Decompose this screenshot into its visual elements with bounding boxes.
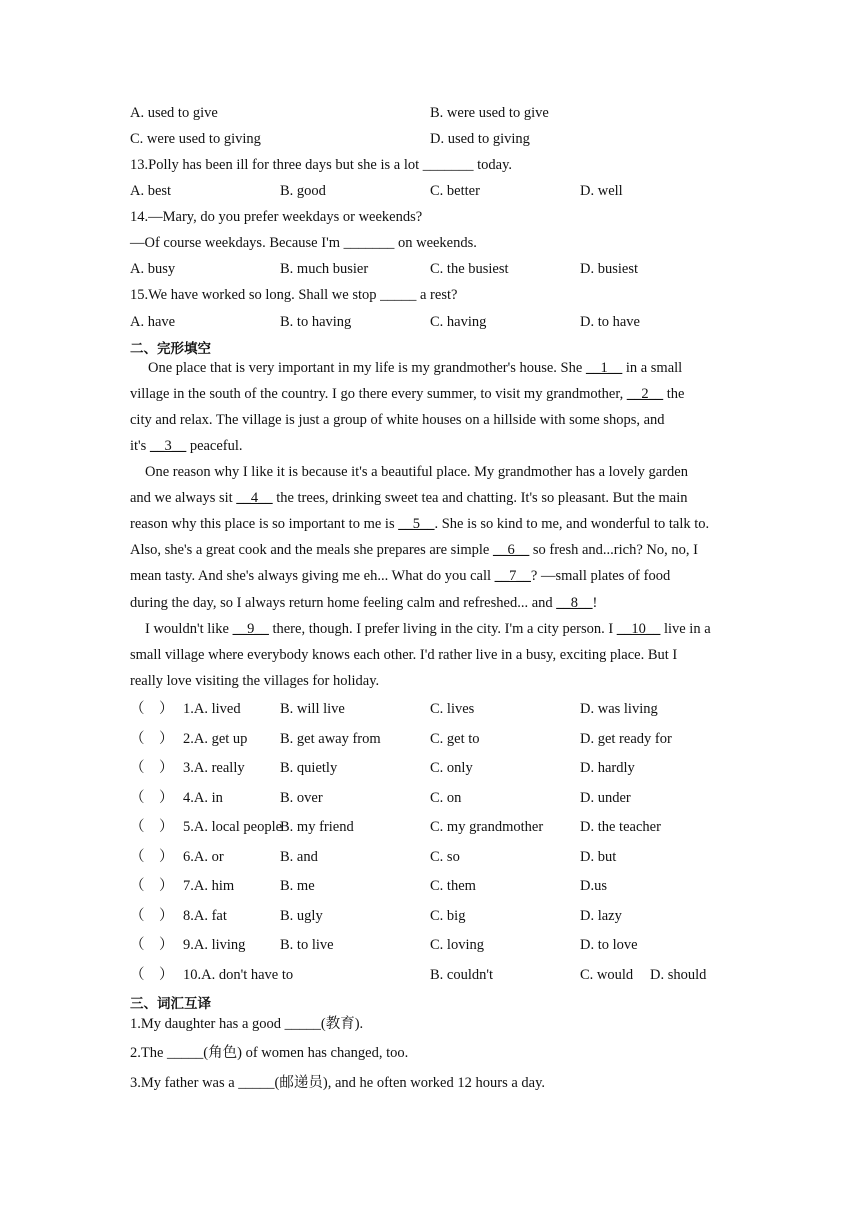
cloze-q3-option-d: D. hardly — [580, 760, 635, 776]
answer-paren[interactable]: （ ） — [130, 937, 174, 953]
cloze-q8-option-c: C. big — [430, 908, 466, 924]
q14-option-d: D. busiest — [580, 261, 638, 277]
cloze-q5-option-c: C. my grandmother — [430, 819, 544, 835]
q14-stem-reply: —Of course weekdays. Because I'm _______ on weekends. — [130, 235, 477, 251]
cloze-q4-option-a: 4.A. in — [183, 790, 223, 806]
blank-8: __8__ — [556, 595, 593, 611]
vocab-item-2: 2.The _____(角色) of women has changed, too. — [130, 1045, 409, 1061]
answer-paren[interactable]: （ ） — [130, 701, 174, 717]
q14-option-b: B. much busier — [280, 261, 369, 277]
cloze-q9-option-c: C. loving — [430, 937, 484, 953]
blank-4: __4__ — [236, 490, 273, 506]
cloze-q2-option-b: B. get away from — [280, 731, 381, 747]
q13-option-a: A. best — [130, 183, 172, 199]
cloze-q7-option-c: C. them — [430, 878, 476, 894]
q13-option-d: D. well — [580, 183, 623, 199]
q10-option-d: D. should — [650, 967, 707, 983]
passage-p2-line-5: mean tasty. And she's always giving me eh... What do you call __7__? —small plates of food — [130, 568, 671, 584]
cloze-q8-option-b: B. ugly — [280, 908, 323, 924]
q13-stem: 13.Polly has been ill for three days but she is a lot _______ today. — [130, 157, 513, 173]
q15-option-b: B. to having — [280, 314, 352, 330]
q15-option-c: C. having — [430, 314, 487, 330]
section-3-heading: 三、词汇互译 — [130, 996, 211, 1012]
section-2-heading: 二、完形填空 — [130, 341, 211, 357]
vocab-item-3: 3.My father was a _____(邮递员), and he often worked 12 hours a day. — [130, 1075, 546, 1091]
blank-2: __2__ — [626, 386, 664, 402]
cloze-q8-option-a: 8.A. fat — [183, 908, 227, 924]
cloze-q4-option-b: B. over — [280, 790, 323, 806]
passage-p2-line-2: and we always sit __4__ the trees, drinking sweet tea and chatting. It's so pleasant. But the main — [130, 490, 688, 506]
cloze-q3-option-b: B. quietly — [280, 760, 338, 776]
cloze-q6-option-c: C. so — [430, 849, 460, 865]
cloze-q8-option-d: D. lazy — [580, 908, 622, 924]
cloze-q2-option-a: 2.A. get up — [183, 731, 248, 747]
answer-paren[interactable]: （ ） — [130, 790, 174, 806]
cloze-q5-option-a: 5.A. local people — [183, 819, 283, 835]
cloze-q4-option-c: C. on — [430, 790, 462, 806]
q13-option-b: B. good — [280, 183, 326, 199]
passage-p1-line-3: city and relax. The village is just a group of white houses on a hillside with some shops, and — [130, 412, 665, 428]
q14-stem: 14.—Mary, do you prefer weekdays or weekends? — [130, 209, 423, 225]
cloze-q5-option-b: B. my friend — [280, 819, 354, 835]
cloze-q6-option-b: B. and — [280, 849, 318, 865]
blank-1: __1__ — [585, 360, 623, 376]
passage-p1-line-4: it's __3__ peaceful. — [130, 438, 243, 454]
blank-7: __7__ — [494, 568, 531, 584]
passage-p3-line-3: really love visiting the villages for holiday. — [130, 673, 380, 689]
cloze-q3-option-c: C. only — [430, 760, 473, 776]
q12-option-a: A. used to give — [130, 105, 218, 121]
answer-paren[interactable]: （ ） — [130, 760, 174, 776]
q15-stem: 15.We have worked so long. Shall we stop _____ a rest? — [130, 287, 458, 303]
answer-paren[interactable]: （ ） — [130, 819, 174, 835]
cloze-q9-option-a: 9.A. living — [183, 937, 246, 953]
passage-p1-line-2: village in the south of the country. I go there every summer, to visit my grandmother, __2__ the — [130, 386, 685, 402]
passage-p2-line-1: One reason why I like it is because it's a beautiful place. My grandmother has a lovely garden — [145, 464, 688, 480]
cloze-q3-option-a: 3.A. really — [183, 760, 245, 776]
cloze-q2-option-d: D. get ready for — [580, 731, 672, 747]
cloze-q9-option-d: D. to love — [580, 937, 638, 953]
q14-option-a: A. busy — [130, 261, 176, 277]
cloze-q1-option-a: 1.A. lived — [183, 701, 241, 717]
passage-p3-line-1: I wouldn't like __9__ there, though. I prefer living in the city. I'm a city person. I __10__ live in a — [145, 621, 711, 637]
cloze-q7-option-b: B. me — [280, 878, 315, 894]
blank-3: __3__ — [149, 438, 187, 454]
answer-paren[interactable]: （ ） — [130, 849, 174, 865]
cloze-q6-option-d: D. but — [580, 849, 617, 865]
cloze-q5-option-d: D. the teacher — [580, 819, 661, 835]
q12-option-b: B. were used to give — [430, 105, 549, 121]
vocab-item-1: 1.My daughter has a good _____(教育). — [130, 1016, 364, 1032]
answer-paren[interactable]: （ ） — [130, 967, 174, 983]
cloze-q7-option-a: 7.A. him — [183, 878, 235, 894]
passage-p3-line-2: small village where everybody knows each other. I'd rather live in a busy, exciting place. But I — [130, 647, 678, 663]
q13-option-c: C. better — [430, 183, 480, 199]
cloze-q6-option-a: 6.A. or — [183, 849, 224, 865]
cloze-q1-option-b: B. will live — [280, 701, 345, 717]
blank-5: __5__ — [398, 516, 435, 532]
q15-option-a: A. have — [130, 314, 176, 330]
q10-option-a: 10.A. don't have to — [183, 967, 294, 983]
answer-paren[interactable]: （ ） — [130, 908, 174, 924]
q15-option-d: D. to have — [580, 314, 640, 330]
q10-option-c: C. would — [580, 967, 634, 983]
cloze-q7-option-d: D.us — [580, 878, 607, 894]
q12-option-c: C. were used to giving — [130, 131, 261, 147]
answer-paren[interactable]: （ ） — [130, 878, 174, 894]
cloze-q4-option-d: D. under — [580, 790, 631, 806]
passage-p2-line-6: during the day, so I always return home feeling calm and refreshed... and __8__! — [130, 595, 598, 611]
passage-p1-line-1: One place that is very important in my life is my grandmother's house. She __1__ in a small — [148, 360, 683, 376]
cloze-q2-option-c: C. get to — [430, 731, 480, 747]
q14-option-c: C. the busiest — [430, 261, 509, 277]
cloze-q1-option-d: D. was living — [580, 701, 658, 717]
cloze-q1-option-c: C. lives — [430, 701, 475, 717]
blank-10: __10__ — [616, 621, 661, 637]
passage-p2-line-4: Also, she's a great cook and the meals she prepares are simple __6__ so fresh and...rich? No, no, I — [130, 542, 698, 558]
q12-option-d: D. used to giving — [430, 131, 530, 147]
blank-9: __9__ — [232, 621, 269, 637]
blank-6: __6__ — [492, 542, 530, 558]
passage-p2-line-3: reason why this place is so important to me is __5__. She is so kind to me, and wonderful to talk to. — [130, 516, 710, 532]
answer-paren[interactable]: （ ） — [130, 731, 174, 747]
cloze-q9-option-b: B. to live — [280, 937, 334, 953]
q10-option-b: B. couldn't — [430, 967, 494, 983]
